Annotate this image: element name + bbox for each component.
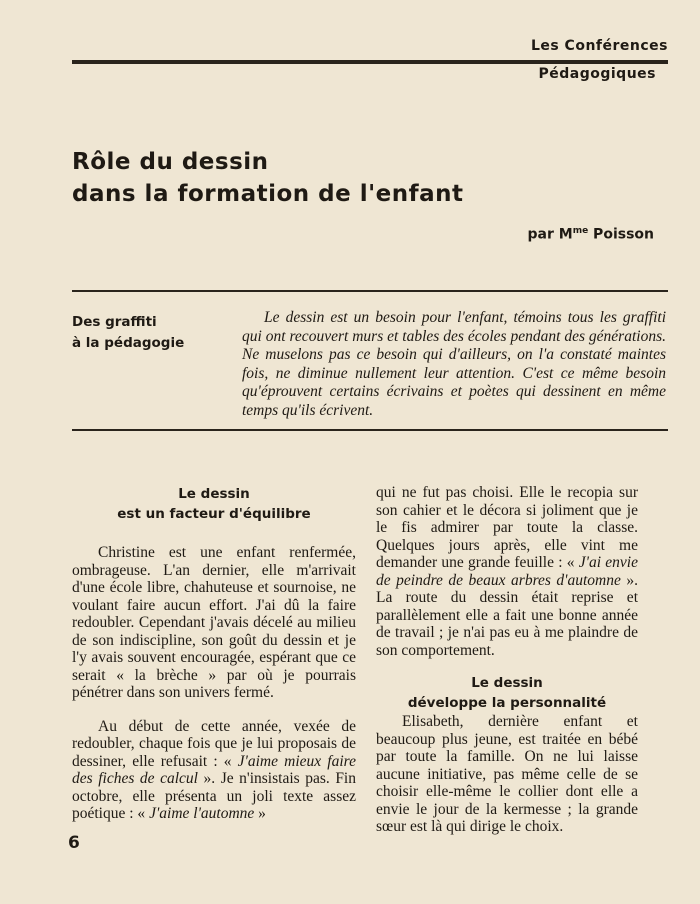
- section2-heading: [376, 673, 638, 713]
- intro-heading-line2: à la pédagogie: [72, 335, 185, 351]
- intro-paragraph: [242, 309, 666, 420]
- section1-heading: [72, 484, 356, 524]
- intro-heading: [72, 312, 184, 354]
- byline-name: Poisson: [588, 226, 654, 243]
- left-column: [72, 484, 356, 823]
- p3-text-a: qui ne fut pas choisi. Elle le recopia sur son cahier et le décora si joliment que je le fis admirer par toute la classe. Quelques jours après, elle vint me demander une grande feuille : «: [376, 484, 638, 571]
- byline-sup: me: [572, 226, 589, 236]
- section2-heading-line2: développe la personnalité: [407, 695, 607, 711]
- p2-text-b: ». Je n'insistais pas. Fin octobre, elle présenta un joli texte assez poétique : «: [72, 770, 356, 822]
- section2-heading-line1: Le dessin: [471, 675, 543, 691]
- section1-paragraph2: [72, 718, 356, 823]
- section1-paragraph3: [376, 484, 638, 659]
- section2-paragraph1: Elisabeth, dernière enfant et beaucoup plus jeune, est traitée en bébé par toute la famille. On ne lui laisse aucune initiative, pas même celle de se choisir elle-même le collier dont elle a envie le jour de la kermesse ; la grande sœur est là qui dirige le choix.: [376, 713, 638, 835]
- p2-quote2: J'aime l'automne: [149, 805, 255, 822]
- p2-text-a: Au début de cette année, vexée de redoubler, chaque fois que je lui proposais de dessiner, elle refusait : «: [72, 717, 356, 770]
- title-line1: Rôle du dessin: [72, 149, 269, 175]
- intro-heading-line1: Des graffiti: [72, 314, 157, 330]
- intro-top-rule: [72, 290, 668, 292]
- section1-heading-line2: est un facteur d'équilibre: [117, 506, 311, 522]
- header-rule: [72, 60, 668, 64]
- byline-prefix: par M: [527, 226, 573, 243]
- p3-text-b: ». La route du dessin était reprise et parallèlement elle a fait une bonne année de travail ; je n'ai pas eu à me plaindre de son comportement.: [376, 571, 638, 659]
- series-title-line2: Pédagogiques: [538, 66, 656, 82]
- series-title-line1: Les Conférences: [530, 38, 668, 54]
- title-line2: dans la formation de l'enfant: [72, 181, 464, 207]
- article-title: [72, 146, 464, 210]
- page-number: 6: [68, 833, 80, 853]
- author-byline: [528, 226, 654, 243]
- right-column: [376, 484, 638, 836]
- section1-heading-line1: Le dessin: [178, 486, 250, 502]
- p3-quote: J'ai envie de peindre de beaux arbres d'automne: [376, 554, 638, 589]
- intro-bottom-rule: [72, 429, 668, 431]
- p2-quote1: J'aime mieux faire des fiches de calcul: [72, 752, 356, 787]
- p2-text-c: »: [254, 805, 266, 822]
- section1-paragraph1: Christine est une enfant renfermée, ombrageuse. L'an dernier, elle m'arrivait d'une école libre, chahuteuse et sournoise, ne voulant faire aucun effort. J'ai dû la faire redoubler. Cependant j'avais décelé au milieu de son indiscipline, son goût du dessin et je l'y avais souvent encouragée, espérant que ce serait « la brèche » par où je pourrais pénétrer dans son univers fermé.: [72, 544, 356, 701]
- intro-text: Le dessin est un besoin pour l'enfant, témoins tous les graffiti qui ont recouvert murs et tables des écoles pendant des générations. Ne muselons pas ce besoin qui d'ailleurs, on l'a constaté maintes fois, ne diminue nullement leur attention. C'est ce même besoin qu'éprouvent certains écrivains et poètes qui dessinent en même temps qu'ils écrivent.: [242, 309, 666, 419]
